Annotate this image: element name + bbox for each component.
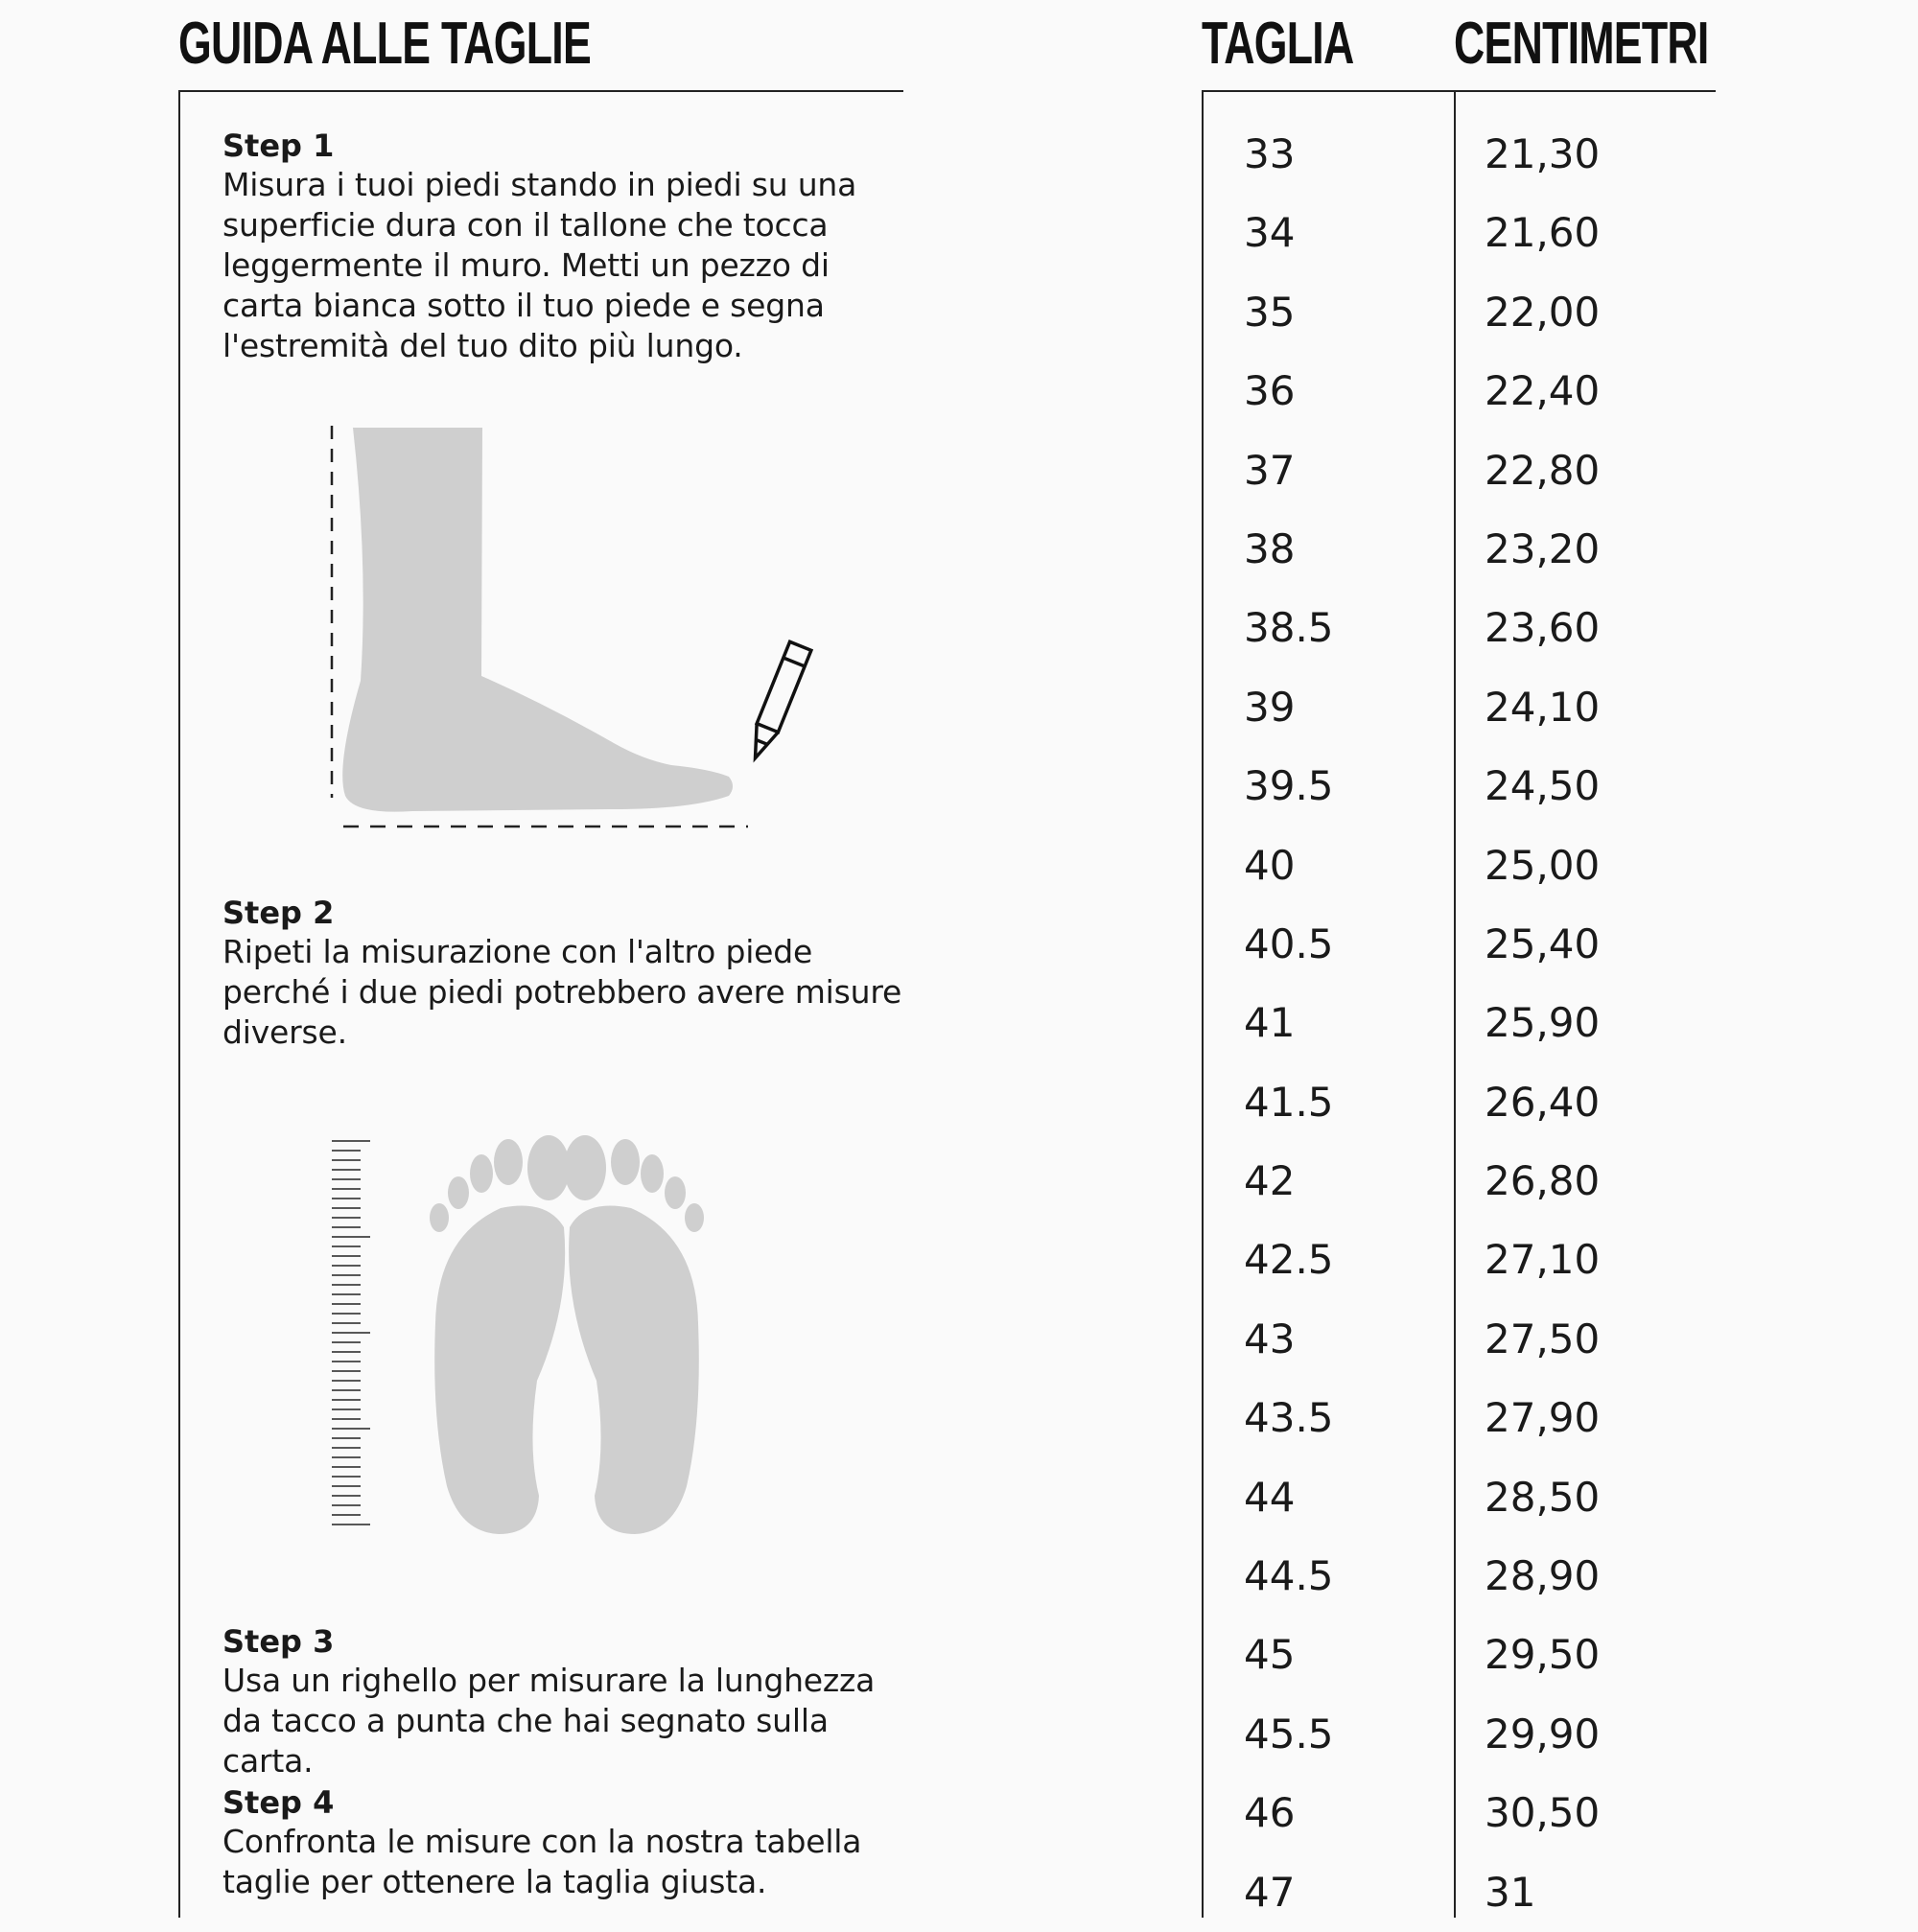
size-cell: 37 xyxy=(1244,446,1296,494)
table-row xyxy=(1202,1142,1716,1221)
centimeters-cell: 27,50 xyxy=(1485,1315,1601,1362)
table-top-rule xyxy=(1202,90,1716,92)
size-cell: 43.5 xyxy=(1244,1394,1334,1442)
size-cell: 33 xyxy=(1244,130,1296,177)
table-row xyxy=(1202,984,1716,1062)
size-cell: 46 xyxy=(1244,1789,1296,1837)
step-1-text: Misura i tuoi piedi stando in piedi su una superficie dura con il tallone che tocca leggermente il muro. Metti un pezzo di carta bianca sotto il tuo piede e segna l'estremità del tuo dito più lungo. xyxy=(222,166,857,364)
centimeters-cell: 25,90 xyxy=(1485,999,1601,1047)
table-row xyxy=(1202,194,1716,272)
centimeters-cell: 22,00 xyxy=(1485,288,1601,336)
table-row xyxy=(1202,273,1716,352)
centimeters-cell: 21,30 xyxy=(1485,130,1601,177)
guide-left-rule xyxy=(178,90,180,1918)
centimeters-cell: 25,40 xyxy=(1485,919,1601,967)
header-taglia: TAGLIA xyxy=(1202,11,1354,77)
table-row xyxy=(1202,1774,1716,1852)
size-cell: 39 xyxy=(1244,683,1296,731)
table-row xyxy=(1202,589,1716,667)
step-3 xyxy=(222,1622,913,1781)
table-row xyxy=(1202,1379,1716,1457)
size-cell: 41 xyxy=(1244,999,1296,1047)
size-cell: 35 xyxy=(1244,288,1296,336)
step-2-title: Step 2 xyxy=(222,895,335,931)
header-centimetri: CENTIMETRI xyxy=(1454,11,1709,77)
table-row xyxy=(1202,1537,1716,1616)
step-1-title: Step 1 xyxy=(222,128,335,164)
centimeters-cell: 30,50 xyxy=(1485,1789,1601,1837)
guide-top-rule xyxy=(178,90,903,92)
centimeters-cell: 28,90 xyxy=(1485,1552,1601,1600)
size-cell: 47 xyxy=(1244,1868,1296,1916)
size-cell: 40 xyxy=(1244,841,1296,889)
table-row xyxy=(1202,1616,1716,1694)
table-row xyxy=(1202,115,1716,194)
table-row xyxy=(1202,352,1716,431)
size-cell: 36 xyxy=(1244,367,1296,415)
centimeters-cell: 27,10 xyxy=(1485,1236,1601,1284)
table-row xyxy=(1202,510,1716,589)
centimeters-cell: 29,50 xyxy=(1485,1631,1601,1679)
step-1 xyxy=(222,127,913,366)
size-cell: 41.5 xyxy=(1244,1078,1334,1126)
size-cell: 39.5 xyxy=(1244,762,1334,810)
table-row xyxy=(1202,1695,1716,1774)
table-row xyxy=(1202,1458,1716,1537)
table-row xyxy=(1202,905,1716,984)
size-cell: 38.5 xyxy=(1244,604,1334,652)
table-row xyxy=(1202,668,1716,747)
table-row xyxy=(1202,431,1716,510)
step-4 xyxy=(222,1783,913,1902)
centimeters-cell: 22,40 xyxy=(1485,367,1601,415)
size-cell: 45 xyxy=(1244,1631,1296,1679)
pencil-icon xyxy=(738,638,815,772)
step-2-text: Ripeti la misurazione con l'altro piede perché i due piedi potrebbero avere misure diverse. xyxy=(222,933,902,1051)
centimeters-cell: 23,20 xyxy=(1485,524,1601,572)
centimeters-cell: 28,50 xyxy=(1485,1473,1601,1521)
size-cell: 42 xyxy=(1244,1157,1296,1205)
foot-side-icon xyxy=(326,422,825,834)
size-cell: 42.5 xyxy=(1244,1236,1334,1284)
size-cell: 34 xyxy=(1244,209,1296,257)
table-row xyxy=(1202,1221,1716,1299)
table-row xyxy=(1202,1063,1716,1142)
table-row xyxy=(1202,1853,1716,1932)
guide-title: GUIDA ALLE TAGLIE xyxy=(178,11,591,77)
centimeters-cell: 22,80 xyxy=(1485,446,1601,494)
centimeters-cell: 24,10 xyxy=(1485,683,1601,731)
size-cell: 43 xyxy=(1244,1315,1296,1362)
size-cell: 38 xyxy=(1244,524,1296,572)
step-2 xyxy=(222,894,913,1053)
centimeters-cell: 23,60 xyxy=(1485,604,1601,652)
size-cell: 45.5 xyxy=(1244,1710,1334,1757)
centimeters-cell: 21,60 xyxy=(1485,209,1601,257)
centimeters-cell: 24,50 xyxy=(1485,762,1601,810)
table-row xyxy=(1202,826,1716,905)
table-row xyxy=(1202,1300,1716,1379)
size-cell: 40.5 xyxy=(1244,919,1334,967)
centimeters-cell: 27,90 xyxy=(1485,1394,1601,1442)
size-table-body xyxy=(1202,115,1716,1932)
step-4-title: Step 4 xyxy=(222,1784,335,1821)
centimeters-cell: 26,80 xyxy=(1485,1157,1601,1205)
size-cell: 44.5 xyxy=(1244,1552,1334,1600)
centimeters-cell: 31 xyxy=(1485,1868,1536,1916)
ruler-icon xyxy=(330,1137,374,1540)
footprints-icon xyxy=(412,1131,748,1544)
size-cell: 44 xyxy=(1244,1473,1296,1521)
centimeters-cell: 29,90 xyxy=(1485,1710,1601,1757)
step-3-text: Usa un righello per misurare la lunghezza da tacco a punta che hai segnato sulla carta. xyxy=(222,1662,876,1780)
table-row xyxy=(1202,747,1716,826)
centimeters-cell: 25,00 xyxy=(1485,841,1601,889)
step-4-text: Confronta le misure con la nostra tabella taglie per ottenere la taglia giusta. xyxy=(222,1823,862,1900)
step-3-title: Step 3 xyxy=(222,1623,335,1660)
centimeters-cell: 26,40 xyxy=(1485,1078,1601,1126)
